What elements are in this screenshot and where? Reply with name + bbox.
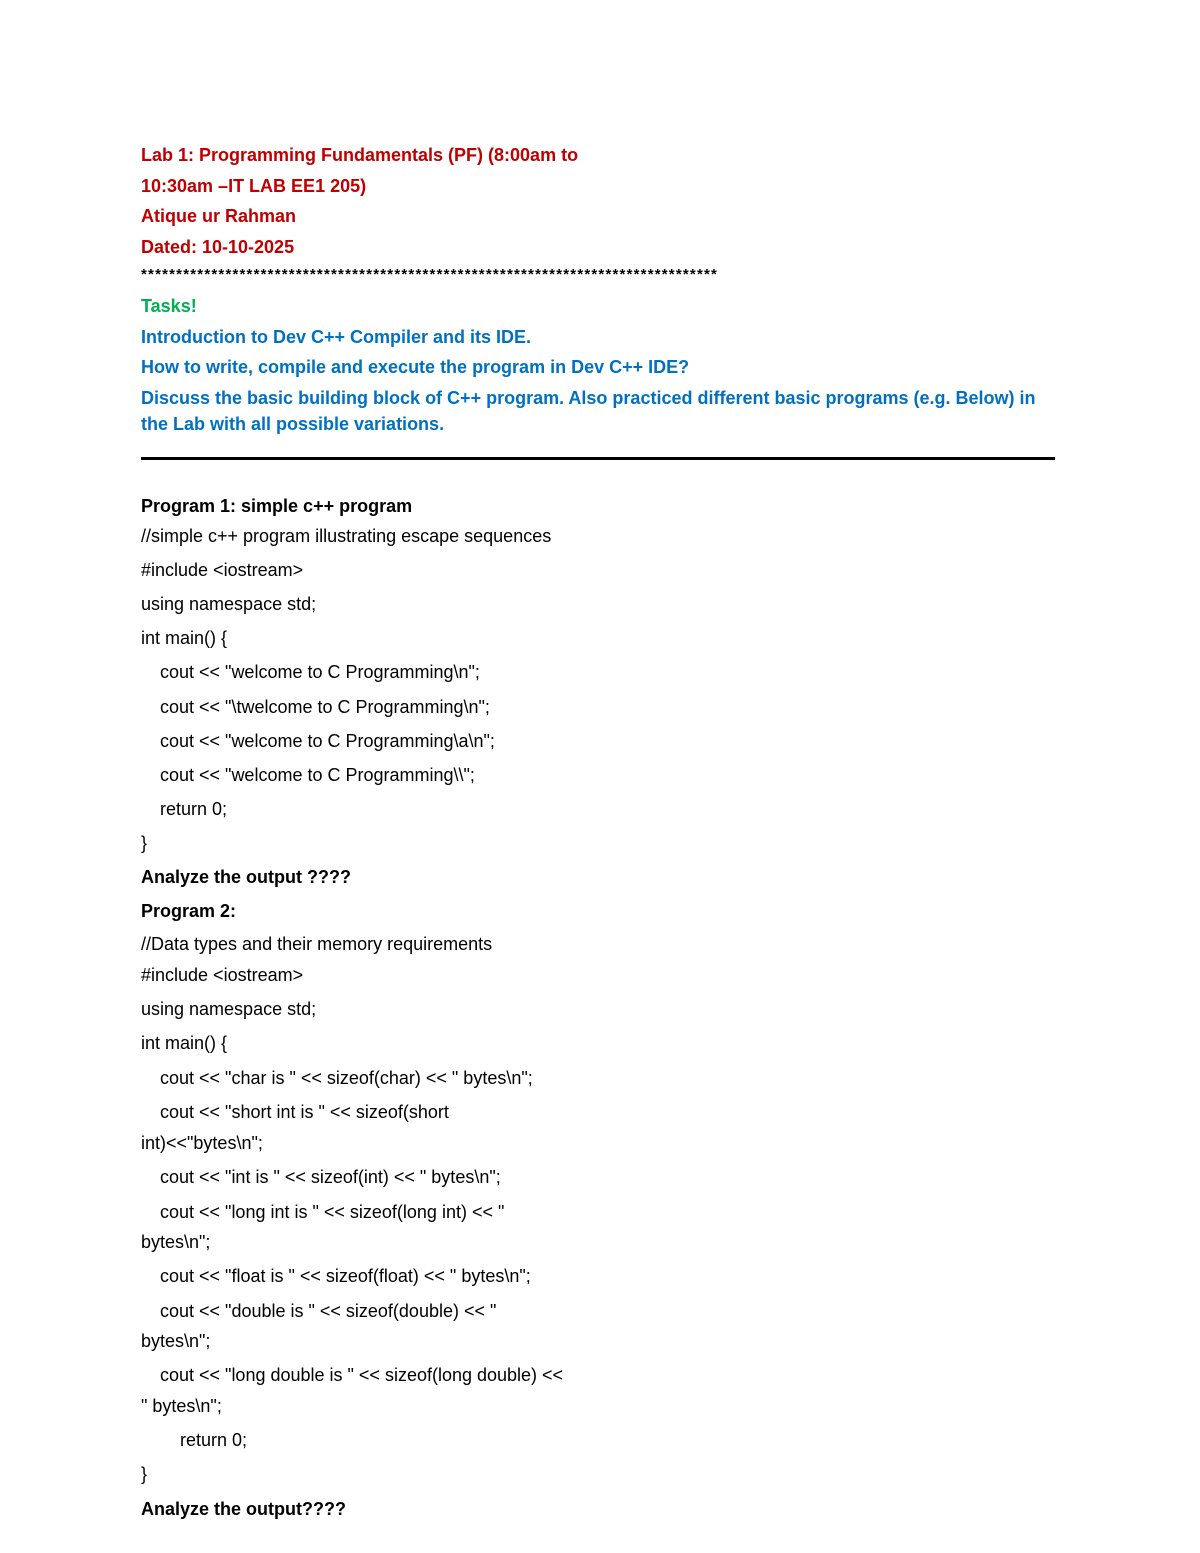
date-line: Dated: 10-10-2025: [141, 237, 295, 257]
lab-title-line-2: 10:30am –IT LAB EE1 205): [141, 176, 367, 196]
code-line: int main() {: [141, 628, 228, 648]
lab-title-line-1: Lab 1: Programming Fundamentals (PF) (8:00am to: [141, 145, 579, 165]
code-line: int main() {: [141, 1033, 228, 1053]
code-line: int)<<"bytes\n";: [141, 1133, 263, 1153]
code-line: cout << "double is " << sizeof(double) << ": [160, 1301, 497, 1321]
horizontal-rule: [141, 457, 1055, 460]
code-line: return 0;: [180, 1430, 248, 1450]
code-line: " bytes\n";: [141, 1396, 222, 1416]
code-line: #include <iostream>: [141, 965, 304, 985]
code-line: cout << "\twelcome to C Programming\n";: [160, 697, 490, 717]
code-line: using namespace std;: [141, 999, 317, 1019]
code-line: }: [141, 833, 148, 853]
analyze-prompt-2: Analyze the output????: [141, 1499, 346, 1519]
code-line: cout << "welcome to C Programming\\";: [160, 765, 475, 785]
code-line: cout << "welcome to C Programming\n";: [160, 662, 480, 682]
task-item: Discuss the basic building block of C++ program. Also practiced different basic programs (e.g. Below) in the Lab with all possible variations.: [141, 388, 1036, 434]
code-line: using namespace std;: [141, 594, 317, 614]
code-line: bytes\n";: [141, 1232, 211, 1252]
code-line: //Data types and their memory requirements: [141, 934, 493, 954]
code-line: cout << "char is " << sizeof(char) << " bytes\n";: [160, 1068, 533, 1088]
asterisk-separator: **********************************************************************************: [141, 266, 719, 283]
task-item: How to write, compile and execute the program in Dev C++ IDE?: [141, 357, 690, 377]
code-line: return 0;: [160, 799, 228, 819]
code-line: }: [141, 1464, 148, 1484]
code-line: cout << "long double is " << sizeof(long double) <<: [160, 1365, 564, 1385]
code-line: cout << "welcome to C Programming\a\n";: [160, 731, 495, 751]
code-line: bytes\n";: [141, 1331, 211, 1351]
code-line: cout << "long int is " << sizeof(long int) << ": [160, 1202, 505, 1222]
code-line: cout << "int is " << sizeof(int) << " bytes\n";: [160, 1167, 501, 1187]
program-2-title: Program 2:: [141, 901, 237, 921]
code-line: cout << "short int is " << sizeof(short: [160, 1102, 449, 1122]
code-line: cout << "float is " << sizeof(float) << " bytes\n";: [160, 1266, 531, 1286]
analyze-prompt-1: Analyze the output ????: [141, 867, 351, 887]
code-line: //simple c++ program illustrating escape sequences: [141, 526, 552, 546]
task-item: Introduction to Dev C++ Compiler and its IDE.: [141, 327, 532, 347]
author-name: Atique ur Rahman: [141, 206, 297, 226]
code-line: #include <iostream>: [141, 560, 304, 580]
tasks-heading: Tasks!: [141, 296, 197, 316]
program-1-title: Program 1: simple c++ program: [141, 496, 413, 516]
